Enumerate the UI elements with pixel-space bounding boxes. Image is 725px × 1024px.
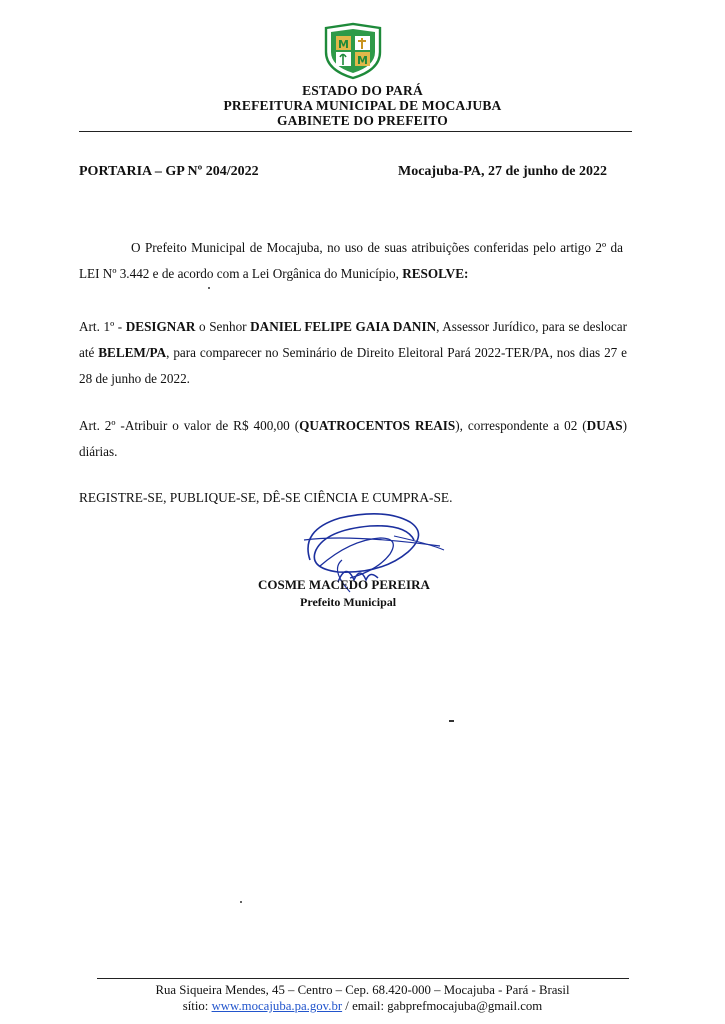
header-divider — [79, 131, 632, 132]
intro-resolve: RESOLVE: — [402, 266, 469, 281]
closing-statement: REGISTRE-SE, PUBLIQUE-SE, DÊ-SE CIÊNCIA E CUMPRA-SE. — [79, 490, 453, 505]
scan-speck — [240, 901, 242, 903]
intro-paragraph — [79, 235, 623, 287]
scan-speck — [208, 287, 210, 289]
header-office: GABINETE DO PREFEITO — [276, 113, 449, 128]
footer-divider — [97, 978, 629, 979]
header-prefecture: PREFEITURA MUNICIPAL DE MOCAJUBA — [223, 98, 502, 113]
email-address[interactable]: gabprefmocajuba@gmail.com — [387, 999, 543, 1013]
website-link[interactable]: www.mocajuba.pa.gov.br — [211, 999, 343, 1013]
art1-verb: DESIGNAR — [125, 319, 196, 334]
article-1-paragraph: Art. 1º - DESIGNAR o Senhor DANIEL FELIPE GAIA DANIN, Assessor Jurídico, para se deslocar até BELEM/PA, para comparecer no Seminário de Direito Eleitoral Pará 2022-TER/PA, nos dias 27 e 28 de junho de 2022. — [79, 319, 627, 386]
header-state: ESTADO DO PARÁ — [302, 83, 423, 98]
municipal-crest-logo — [322, 22, 384, 80]
signatory-title: Prefeito Municipal — [300, 595, 397, 609]
scan-speck — [449, 720, 454, 722]
portaria-number: PORTARIA – GP Nº 204/2022 — [79, 164, 259, 179]
footer-address: Rua Siqueira Mendes, 45 – Centro – Cep. 68.420-000 – Mocajuba - Pará - Brasil — [155, 983, 570, 997]
svg-text:M: M — [357, 54, 368, 67]
art2-amount-words: QUATROCENTOS REAIS — [299, 418, 456, 433]
article-2-paragraph: Art. 2º -Atribuir o valor de R$ 400,00 (QUATROCENTOS REAIS), correspondente a 02 (DUAS) diárias. — [79, 418, 627, 459]
signatory-name: COSME MACEDO PEREIRA — [258, 577, 430, 592]
portaria-place-date: Mocajuba-PA, 27 de junho de 2022 — [398, 164, 607, 179]
footer-contact: sítio: www.mocajuba.pa.gov.br / email: gabprefmocajuba@gmail.com — [182, 999, 543, 1013]
svg-text:M: M — [338, 38, 349, 51]
intro-text: O Prefeito Municipal de Mocajuba, no uso de suas atribuições conferidas pelo artigo 2º da LEI Nº 3.442 e de acordo com a Lei Orgânica do Município, — [79, 240, 623, 281]
art1-name: DANIEL FELIPE GAIA DANIN — [250, 319, 437, 334]
art2-count-words: DUAS — [586, 418, 623, 433]
art1-destination: BELEM/PA — [98, 345, 167, 360]
